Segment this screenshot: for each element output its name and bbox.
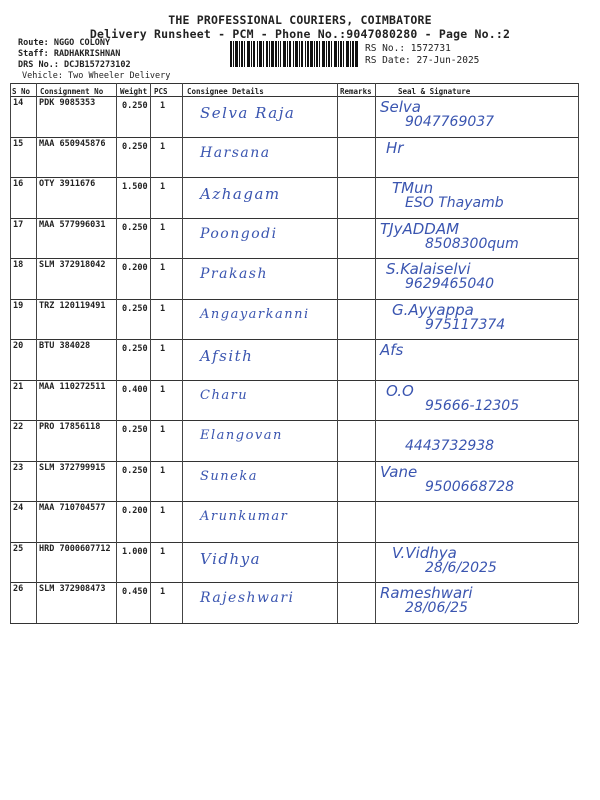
row-serial-no: 16 [13,179,24,189]
row-consignee-handwritten: Azhagam [200,185,281,203]
table-rule [10,623,578,624]
row-pieces: 1 [160,303,166,314]
table-row [10,299,578,340]
row-serial-no: 21 [13,381,24,392]
row-pieces: 1 [160,587,166,597]
col-header-consignment: Consignment No [40,87,104,96]
table-rule [10,83,578,84]
row-signature: G.Ayyappa [392,300,474,319]
row-serial-no: 15 [13,138,24,149]
row-pieces: 1 [160,222,166,233]
row-serial-no: 26 [13,584,24,594]
table-row [10,501,578,542]
route-label: Route: NGGO COLONY [18,38,111,48]
row-serial-no: 20 [13,341,24,351]
row-weight: 0.200 [122,506,148,516]
row-handwritten-number: 8508300qum [425,235,519,252]
row-consignment-no: MAA 110272511 [39,381,106,392]
row-serial-no: 19 [13,300,24,311]
row-signature: Hr [386,138,404,157]
row-handwritten-number: ESO Thayamb [405,195,504,211]
row-consignment-no: MAA 650945876 [39,138,106,149]
row-consignment-no: PDK 9085353 [39,98,96,108]
row-consignee-handwritten: Charu [200,387,249,403]
row-handwritten-number: 4443732938 [405,438,495,454]
row-serial-no: 22 [13,422,24,432]
row-consignee-handwritten: Vidhya [200,549,262,568]
row-weight: 0.250 [122,425,148,435]
table-row [10,420,578,461]
row-pieces: 1 [160,465,166,476]
table-row [10,96,578,137]
vehicle-label: Vehicle: Two Wheeler Delivery [22,71,171,81]
table-row [10,461,578,502]
row-consignee-handwritten: Poongodi [200,225,278,242]
column-divider [578,83,579,623]
barcode [230,41,358,67]
row-signature: V.Vidhya [392,543,457,562]
row-consignment-no: TRZ 120119491 [39,300,106,311]
table-row [10,339,578,380]
row-handwritten-number: 9047769037 [405,114,495,130]
col-header-weight: Weight [120,87,148,96]
row-pieces: 1 [160,506,166,516]
row-consignee-handwritten: Afsith [200,347,254,365]
row-consignee-handwritten: Selva Raja [200,104,296,122]
rs-number: RS No.: 1572731 [365,43,451,54]
row-pieces: 1 [160,263,166,273]
col-header-seal-signature: Seal & Signature [398,87,471,96]
row-handwritten-number: 95666-12305 [425,397,520,414]
row-consignee-handwritten: Elangovan [200,428,283,443]
table-row [10,582,578,623]
row-consignee-handwritten: Rajeshwari [200,590,295,606]
row-weight: 0.250 [122,141,148,152]
row-consignee-handwritten: Prakash [200,266,268,282]
row-consignee-handwritten: Harsana [200,144,271,161]
row-consignment-no: SLM 372918042 [39,260,106,270]
row-serial-no: 23 [13,462,24,473]
runsheet-subtitle: Delivery Runsheet - PCM - Phone No.:9047080280 - Page No.:2 [89,27,511,41]
drs-number: DRS No.: DCJB157273102 [18,60,131,70]
row-weight: 1.000 [122,546,148,557]
row-signature: Rameshwari [380,584,473,602]
row-pieces: 1 [160,101,166,111]
row-handwritten-number: 28/6/2025 [425,559,497,576]
row-consignment-no: HRD 7000607712 [39,543,111,554]
col-header-remarks: Remarks [340,87,372,96]
row-signature: Selva [380,98,421,116]
table-row [10,542,578,583]
row-handwritten-number: 28/06/25 [405,600,468,616]
row-serial-no: 25 [13,543,24,554]
row-weight: 0.400 [122,384,148,395]
row-weight: 0.200 [122,263,148,273]
row-signature: Vane [380,462,418,481]
row-serial-no: 14 [13,98,24,108]
row-pieces: 1 [160,344,166,354]
row-weight: 0.250 [122,344,148,354]
row-consignee-handwritten: Angayarkanni [200,306,310,322]
row-consignee-handwritten: Suneka [200,468,258,484]
staff-label: Staff: RADHAKRISHNAN [18,49,121,59]
table-row [10,137,578,178]
row-weight: 0.250 [122,303,148,314]
row-signature: S.Kalaiselvi [386,260,471,278]
col-header-sno: S No [12,87,31,96]
row-signature: Afs [380,341,404,359]
row-consignment-no: SLM 372799915 [39,462,106,473]
row-serial-no: 24 [13,503,24,513]
col-header-pcs: PCS [154,87,168,96]
row-consignment-no: BTU 384028 [39,341,91,351]
company-title: THE PROFESSIONAL COURIERS, COIMBATORE [168,13,432,27]
row-handwritten-number: 9500668728 [425,478,515,495]
row-handwritten-number: 975117374 [425,316,506,333]
table-row [10,258,578,299]
row-consignee-handwritten: Arunkumar [200,509,289,524]
table-row [10,380,578,421]
row-consignment-no: MAA 710704577 [39,503,106,513]
col-header-consignee: Consignee Details [187,87,264,96]
table-row [10,218,578,259]
row-consignment-no: MAA 577996031 [39,219,106,230]
row-signature: TJyADDAM [380,219,460,238]
row-consignment-no: PRO 17856118 [39,422,101,432]
row-signature: O.O [386,381,414,400]
row-weight: 0.250 [122,101,148,111]
row-pieces: 1 [160,384,166,395]
row-signature: TMun [392,179,434,197]
row-pieces: 1 [160,546,166,557]
row-pieces: 1 [160,182,166,192]
row-weight: 0.250 [122,465,148,476]
table-row [10,177,578,218]
row-handwritten-number: 9629465040 [405,276,495,292]
rs-date: RS Date: 27-Jun-2025 [365,55,480,66]
row-weight: 0.450 [122,587,148,597]
row-weight: 0.250 [122,222,148,233]
row-weight: 1.500 [122,182,148,192]
row-pieces: 1 [160,141,166,152]
row-serial-no: 18 [13,260,24,270]
row-consignment-no: OTY 3911676 [39,179,96,189]
row-serial-no: 17 [13,219,24,230]
row-consignment-no: SLM 372908473 [39,584,106,594]
row-pieces: 1 [160,425,166,435]
